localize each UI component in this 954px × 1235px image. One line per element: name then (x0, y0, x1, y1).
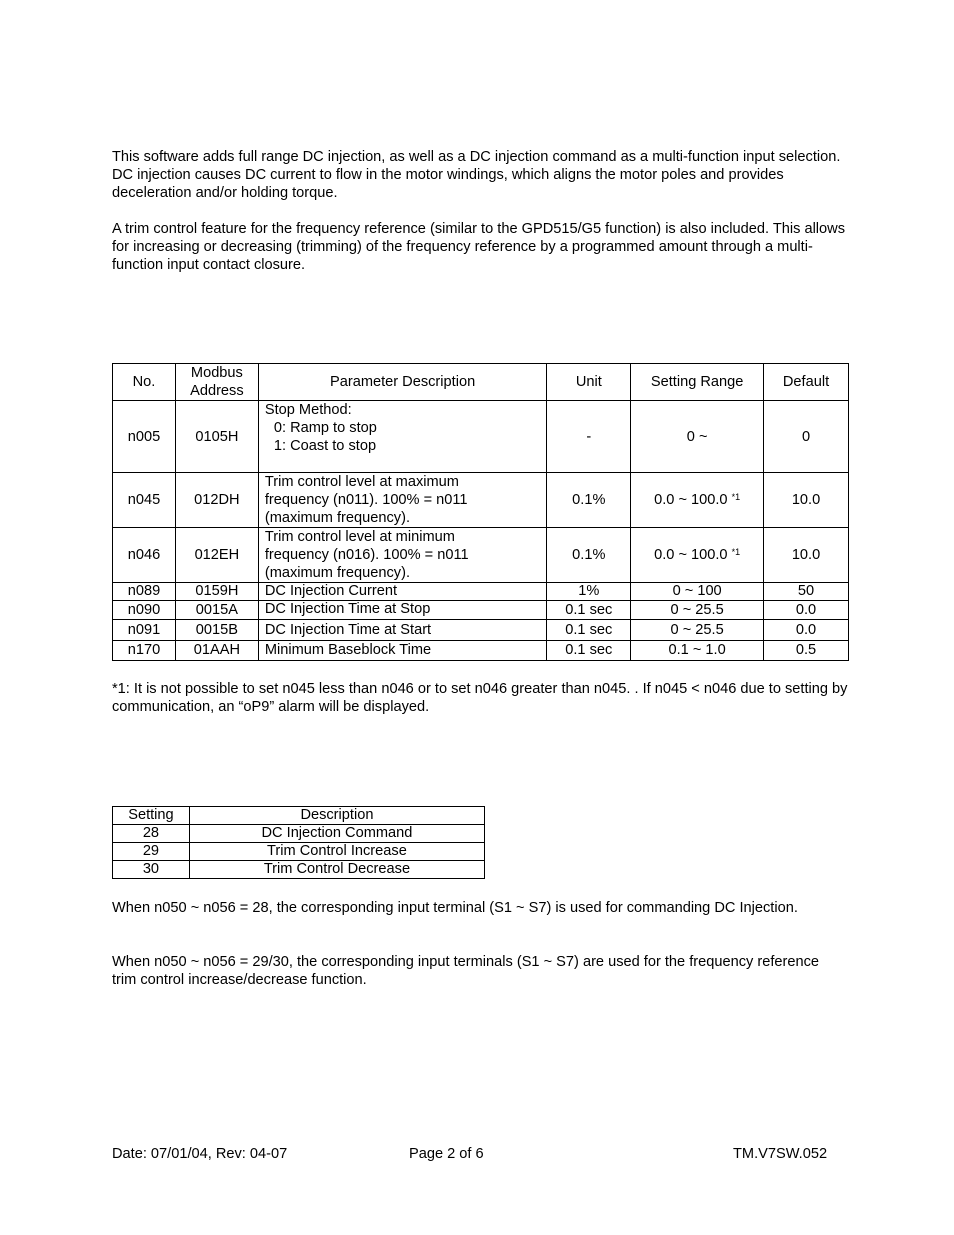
cell-range: 0.0 ~ 100.0 $^{*1}$ (631, 473, 764, 528)
table-row (113, 528, 849, 583)
footer-document-id: TM.V7SW.052 (733, 1146, 828, 1162)
cell-address: 012EH (175, 528, 258, 583)
table-row (113, 641, 849, 661)
cell-address: 0015B (175, 620, 258, 641)
cell-default: 10.0 (764, 473, 849, 528)
table-row (113, 861, 485, 879)
cell-description: Trim Control Increase (189, 843, 484, 861)
header-modbus: Modbus Address (175, 364, 258, 401)
cell-no: n045 (113, 473, 176, 528)
cell-no: n046 (113, 528, 176, 583)
intro-paragraph-1: This software adds full range DC injection, as well as a DC injection command as a multi-function input selection. DC injection causes DC current to flow in the motor windings, which aligns the motor poles and provides deceleration and/or holding torque. (112, 149, 841, 202)
cell-address: 0015A (175, 601, 258, 620)
cell-range: 0 ~ 25.5 (631, 620, 764, 641)
cell-description: DC Injection Current (258, 583, 547, 601)
footer-page-number: Page 2 of 6 (409, 1146, 484, 1162)
cell-setting: 29 (113, 843, 190, 861)
cell-range: 0 ~ (631, 401, 764, 473)
table-row (113, 620, 849, 641)
cell-address: 0159H (175, 583, 258, 601)
footnote: *1: It is not possible to set n045 less than n046 or to set n046 greater than n045. . If n045 < n046 due to setting by communication, an “oP9” alarm will be displayed. (112, 681, 848, 716)
cell-description: Trim Control Decrease (189, 861, 484, 879)
header-description: Description (189, 807, 484, 825)
cell-description: Trim control level at minimum frequency (n016). 100% = n011 (maximum frequency). (258, 528, 547, 583)
cell-unit: 0.1 sec (547, 620, 631, 641)
cell-no: n091 (113, 620, 176, 641)
table-row (113, 601, 849, 620)
cell-unit: - (547, 401, 631, 473)
header-unit: Unit (547, 364, 631, 401)
cell-address: 0105H (175, 401, 258, 473)
footnote-marker: *1 (731, 547, 741, 557)
cell-description: DC Injection Command (189, 825, 484, 843)
settings-table (112, 806, 485, 879)
cell-address: 01AAH (175, 641, 258, 661)
table-row (113, 473, 849, 528)
cell-unit: 0.1% (547, 473, 631, 528)
cell-no: n005 (113, 401, 176, 473)
cell-range: 0.0 ~ 100.0 $^{*1}$ (631, 528, 764, 583)
cell-unit: 0.1 sec (547, 601, 631, 620)
cell-range: 0.1 ~ 1.0 (631, 641, 764, 661)
cell-unit: 0.1 sec (547, 641, 631, 661)
cell-unit: 0.1% (547, 528, 631, 583)
cell-description: DC Injection Time at Start (258, 620, 547, 641)
header-default: Default (764, 364, 849, 401)
cell-address: 012DH (175, 473, 258, 528)
cell-range: 0 ~ 100 (631, 583, 764, 601)
cell-default: 0 (764, 401, 849, 473)
cell-setting: 30 (113, 861, 190, 879)
cell-description: DC Injection Time at Stop (258, 601, 547, 620)
footer-date: Date: 07/01/04, Rev: 04-07 (112, 1146, 288, 1162)
table-row (113, 843, 485, 861)
cell-default: 0.0 (764, 620, 849, 641)
parameter-table (112, 363, 849, 661)
table-row (113, 401, 849, 473)
note-paragraph-2: When n050 ~ n056 = 29/30, the corresponding input terminals (S1 ~ S7) are used for the frequency reference trim control increase/decrease function. (112, 954, 820, 989)
cell-setting: 28 (113, 825, 190, 843)
footnote-marker: *1 (731, 492, 741, 502)
cell-no: n170 (113, 641, 176, 661)
header-setting: Setting (113, 807, 190, 825)
intro-paragraph-2: A trim control feature for the frequency reference (similar to the GPD515/G5 function) is also included. This allows for increasing or decreasing (trimming) of the frequency reference by a programmed amount through a multi-function input contact closure. (112, 221, 846, 274)
cell-default: 0.0 (764, 601, 849, 620)
note-paragraph-1: When n050 ~ n056 = 28, the corresponding input terminal (S1 ~ S7) is used for commanding DC Injection. (112, 900, 798, 916)
cell-unit: 1% (547, 583, 631, 601)
cell-default: 0.5 (764, 641, 849, 661)
cell-description: Trim control level at maximum frequency (n011). 100% = n011 (maximum frequency). (258, 473, 547, 528)
table-row (113, 825, 485, 843)
cell-default: 10.0 (764, 528, 849, 583)
header-no: No. (113, 364, 176, 401)
table-header-row (113, 807, 485, 825)
header-description: Parameter Description (258, 364, 547, 401)
cell-no: n089 (113, 583, 176, 601)
cell-default: 50 (764, 583, 849, 601)
table-header-row (113, 364, 849, 401)
cell-description: Minimum Baseblock Time (258, 641, 547, 661)
cell-range: 0 ~ 25.5 (631, 601, 764, 620)
table-row (113, 583, 849, 601)
cell-no: n090 (113, 601, 176, 620)
cell-description: Stop Method: 0: Ramp to stop 1: Coast to stop (258, 401, 547, 473)
header-setting-range: Setting Range (631, 364, 764, 401)
